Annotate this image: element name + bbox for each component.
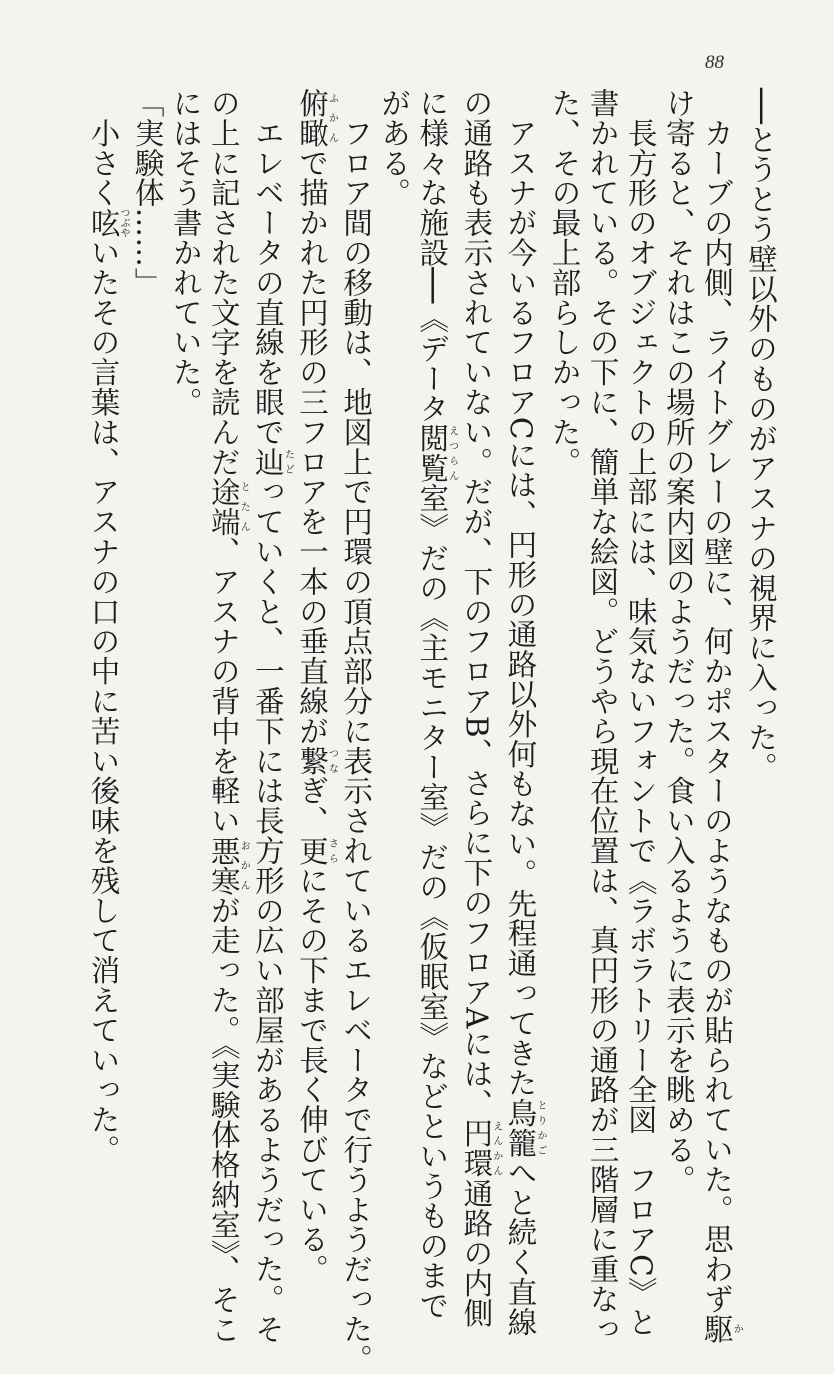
furigana: 繋つな [294,745,338,776]
page-number: 88 [705,52,724,73]
furigana: 悪寒おかん [206,835,250,896]
text-line: ──とうとう壁以外のものがアスナの視界に入った。 [744,88,778,783]
text-line: フロア間の移動は、地図上で円環の頂点部分に表示されているエレベータで行うようだった。 [339,88,374,1374]
text-line: 小さく呟つぶやいたその言葉は、アスナの口の中に苦い後味を残して消えていった。 [86,88,129,1165]
text-line: がある。 [377,88,412,208]
text-line: 「実験体……」 [130,88,165,298]
furigana: 呟つぶや [86,207,129,238]
furigana: 俯瞰ふかん [294,88,338,148]
furigana: 辿たど [250,446,294,477]
text-line: け寄ると、それはこの場所の案内図のようだった。食い入るように表示を眺める。 [661,88,696,1195]
furigana: 途端とたん [206,476,250,537]
text-line: の通路も表示されていない。だが、下のフロアB、さらに下のフロアAには、円環えんかん通路の内側 [459,88,502,1328]
text-line: の上に記された文字を読んだ途端とたん、アスナの背中を軽い悪寒おかんが走った。《実験体格納室》、そこ [206,88,250,1345]
furigana: 鳥籠とりかご [503,1097,546,1158]
text-line: 書かれている。その下に、簡単な絵図。どうやら現在位置は、真円形の通路が三階層に重なっ [585,88,620,1344]
furigana: 更さら [294,835,338,866]
furigana: 円環えんかん [459,1118,502,1179]
text-line: 俯瞰ふかんで描かれた円形の三フロアを一本の垂直線が繋つなぎ、更さらにその下まで長く伸びている。 [294,88,338,1285]
text-line: にはそう書かれていた。 [168,88,203,417]
text-line: エレベータの直線を眼で辿たどっていくと、一番下には長方形の広い部屋があるようだった。そ [250,88,294,1344]
text-line: 長方形のオブジェクトの上部には、味気ないフォントで《ラボラトリー全図 フロアC》と [623,88,658,1337]
text-line: に様々な施設──《データ閲覧えつらん室》だの《主モニター室》だの《仮眠室》などというものまで [415,88,458,1321]
furigana: 駆か [699,1313,743,1344]
vertical-text-body [60,88,780,1374]
text-line: アスナが今いるフロアCには、円形の通路以外何もない。先程通ってきた鳥籠とりかごへと続く直線 [503,88,546,1337]
text-line: た、その最上部らしかった。 [547,88,582,477]
furigana: 閲覧えつらん [415,423,458,484]
text-line: カーブの内側、ライトグレーの壁に、何かポスターのようなものが貼られていた。思わず駆か [699,88,743,1344]
